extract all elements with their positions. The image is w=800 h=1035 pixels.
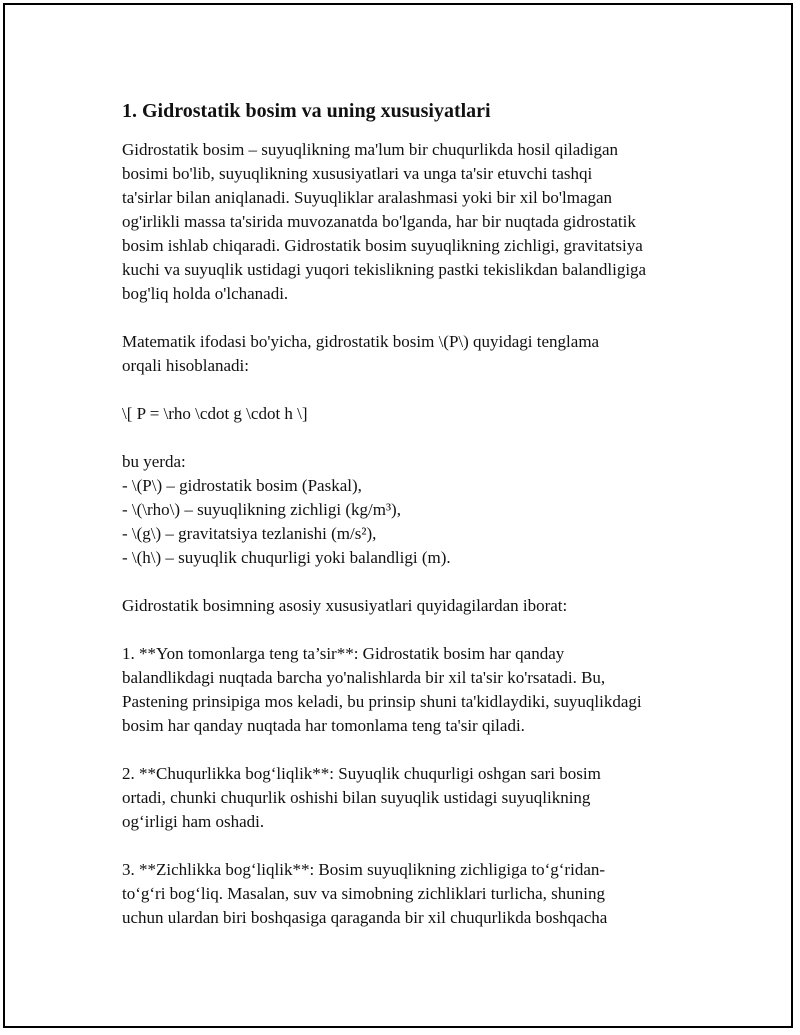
text-line: kuchi va suyuqlik ustidagi yuqori tekislikning pastki tekislikdan balandligiga	[122, 260, 647, 279]
list-item: - \(g\) – gravitatsiya tezlanishi (m/s²),	[122, 524, 377, 543]
paragraph-properties-intro	[122, 594, 722, 618]
text-line: balandlikdagi nuqtada barcha yo'nalishlarda bir xil ta'sir ko'rsatadi. Bu,	[122, 668, 606, 687]
list-item: - \(h\) – suyuqlik chuqurligi yoki balandligi (m).	[122, 548, 451, 567]
document-body	[122, 98, 722, 930]
text-line: orqali hisoblanadi:	[122, 356, 250, 375]
list-item: - \(P\) – gidrostatik bosim (Paskal),	[122, 476, 362, 495]
text-line: Pastening prinsipiga mos keladi, bu prinsip shuni ta'kidlaydiki, suyuqlikdagi	[122, 692, 642, 711]
list-item: - \(\rho\) – suyuqlikning zichligi (kg/m³),	[122, 500, 401, 519]
text-line: Matematik ifodasi bo'yicha, gidrostatik bosim \(P\) quyidagi tenglama	[122, 332, 600, 351]
property-item-1	[122, 642, 722, 738]
text-line: ta'sirlar bilan aniqlanadi. Suyuqliklar aralashmasi yoki bir xil bo'lmagan	[122, 188, 613, 207]
formula-line: \[ P = \rho \cdot g \cdot h \]	[122, 404, 308, 423]
section-title: 1. Gidrostatik bosim va uning xususiyatlari	[122, 100, 491, 122]
text-line: bog'liq holda o'lchanadi.	[122, 284, 289, 303]
text-line: 2. **Chuqurlikka bog‘liqlik**: Suyuqlik chuqurligi oshgan sari bosim	[122, 764, 601, 783]
document-page	[3, 3, 793, 1028]
text-line: 1. **Yon tomonlarga teng ta’sir**: Gidrostatik bosim har qanday	[122, 644, 565, 663]
text-line: og‘irligi ham oshadi.	[122, 812, 265, 831]
variable-list	[122, 450, 722, 570]
text-line: bu yerda:	[122, 452, 186, 471]
text-line: bosimi bo'lib, suyuqlikning xususiyatlari va unga ta'sir etuvchi tashqi	[122, 164, 593, 183]
text-line: bosim har qanday nuqtada har tomonlama teng ta'sir qiladi.	[122, 716, 525, 735]
property-item-2	[122, 762, 722, 834]
text-line: 3. **Zichlikka bog‘liqlik**: Bosim suyuqlikning zichligiga to‘g‘ridan-	[122, 860, 606, 879]
text-line: uchun ulardan biri boshqasiga qaraganda bir xil chuqurlikda boshqacha	[122, 908, 608, 927]
text-line: to‘g‘ri bog‘liq. Masalan, suv va simobning zichliklari turlicha, shuning	[122, 884, 605, 903]
text-line: og'irlikli massa ta'sirida muvozanatda bo'lganda, har bir nuqtada gidrostatik	[122, 212, 636, 231]
text-line: Gidrostatik bosim – suyuqlikning ma'lum bir chuqurlikda hosil qiladigan	[122, 140, 619, 159]
formula	[122, 402, 722, 426]
text-line: Gidrostatik bosimning asosiy xususiyatlari quyidagilardan iborat:	[122, 596, 568, 615]
paragraph-math-intro	[122, 330, 722, 378]
property-item-3	[122, 858, 722, 930]
text-line: bosim ishlab chiqaradi. Gidrostatik bosim suyuqlikning zichligi, gravitatsiya	[122, 236, 643, 255]
text-line: ortadi, chunki chuqurlik oshishi bilan suyuqlik ustidagi suyuqlikning	[122, 788, 591, 807]
paragraph-intro	[122, 138, 722, 306]
